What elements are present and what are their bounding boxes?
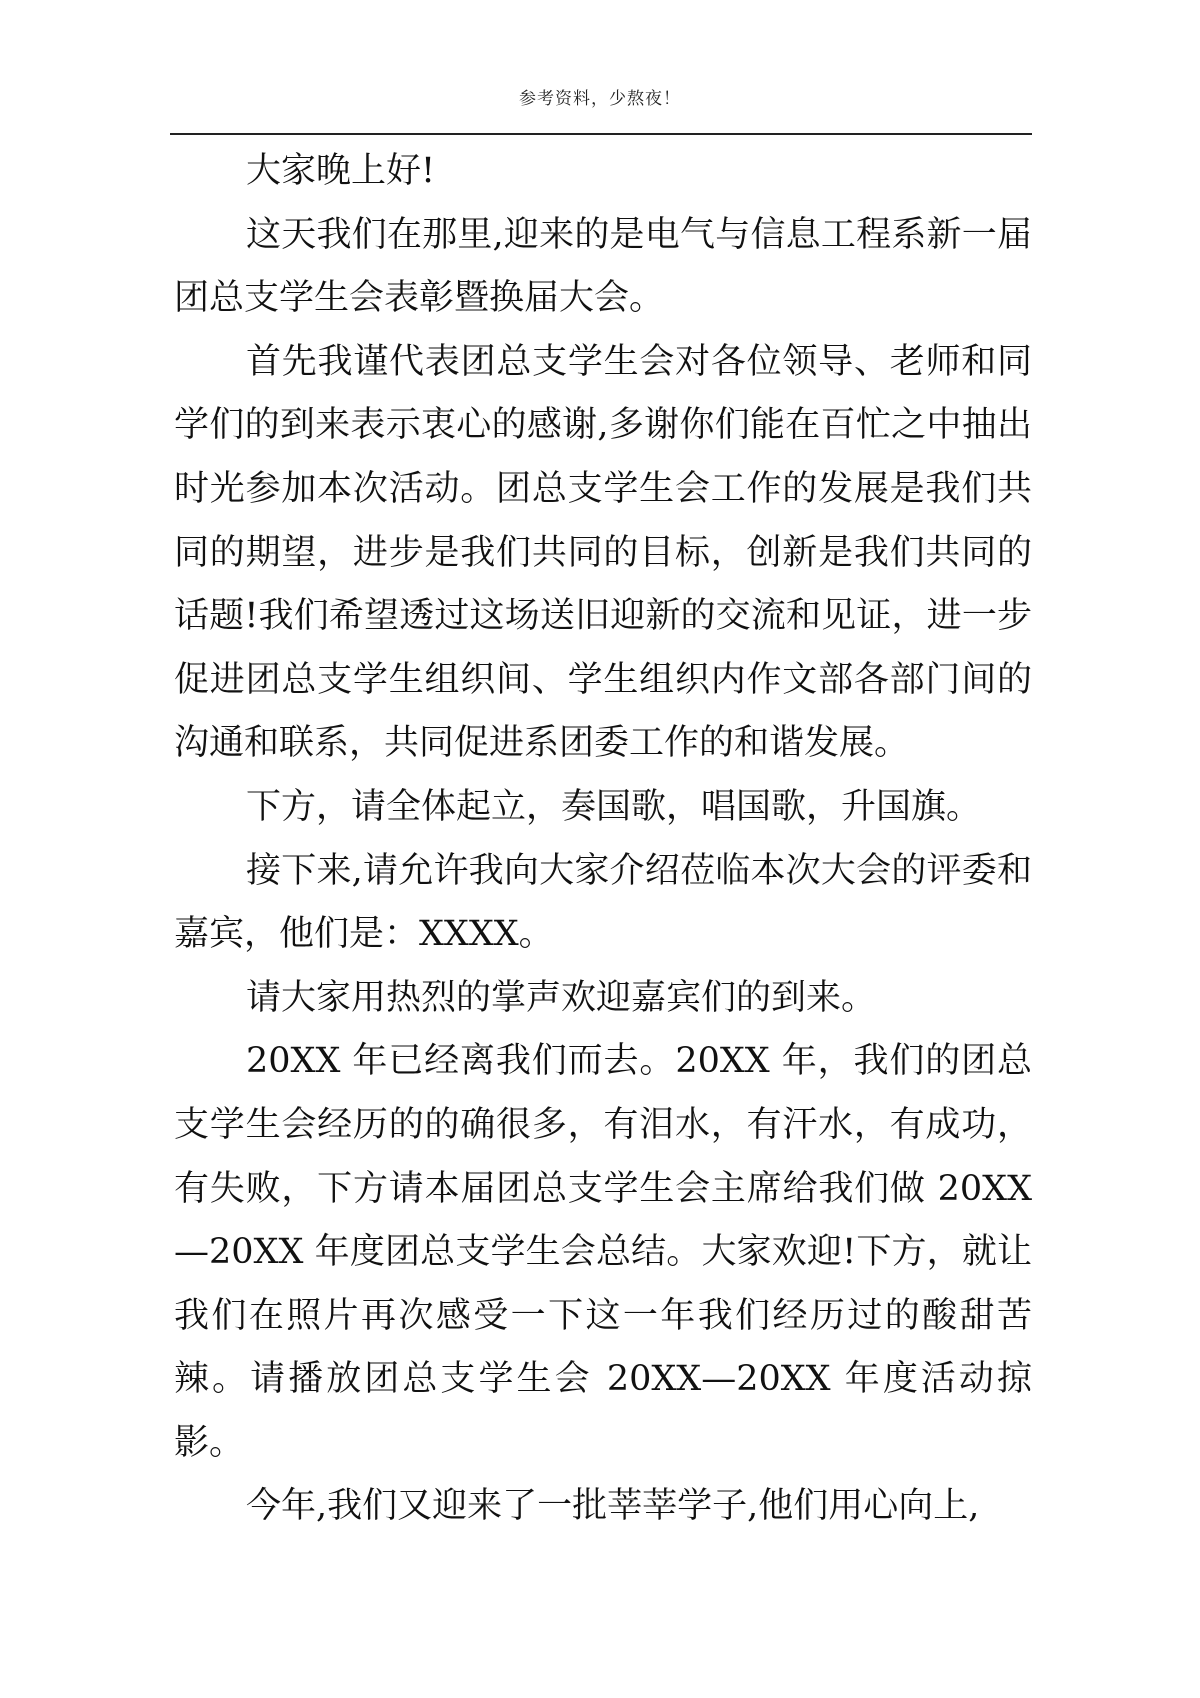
paragraph-welcome-applause: 请大家用热烈的掌声欢迎嘉宾们的到来。: [246, 977, 877, 1018]
paragraph-thanks: 首先我谨代表团总支学生会对各位领导、老师和同学们的到来表示衷心的感谢,多谢你们能在百忙之中抽出时光参加本次活动。团总支学生会工作的发展是我们共同的期望，进步是我们共同的目标，创新是我们共同的话题!我们希望透过这场送旧迎新的交流和见证，进一步促进团总支学生组织间、学生组织内作文部各部门间的沟通和联系，共同促进系团委工作的和谐发展。: [174, 341, 1032, 764]
paragraph-opening: 这天我们在那里,迎来的是电气与信息工程系新一届团总支学生会表彰暨换届大会。: [174, 214, 1032, 319]
document-body: [174, 140, 1032, 1539]
paragraph-new-students: 今年,我们又迎来了一批莘莘学子,他们用心向上,: [246, 1486, 980, 1527]
paragraph-anthem: 下方，请全体起立，奏国歌，唱国歌，升国旗。: [246, 786, 982, 827]
paragraph-guests-intro: 接下来,请允许我向大家介绍莅临本次大会的评委和嘉宾，他们是：XXXX。: [174, 850, 1032, 955]
paragraph-year-summary: 20XX 年已经离我们而去。20XX 年，我们的团总支学生会经历的的确很多，有泪水，有汗水，有成功，有失败，下方请本届团总支学生会主席给我们做 20XX—20XX 年度团总支学生会总结。大家欢迎!下方，就让我们在照片再次感受一下这一年我们经历过的酸甜苦辣。请播放团总支学生会 20XX—20XX 年度活动掠影。: [174, 1041, 1032, 1463]
page-header: 参考资料，少熬夜！: [519, 89, 681, 109]
paragraph-greeting: 大家晚上好!: [246, 151, 436, 191]
header-divider: [170, 133, 1032, 135]
